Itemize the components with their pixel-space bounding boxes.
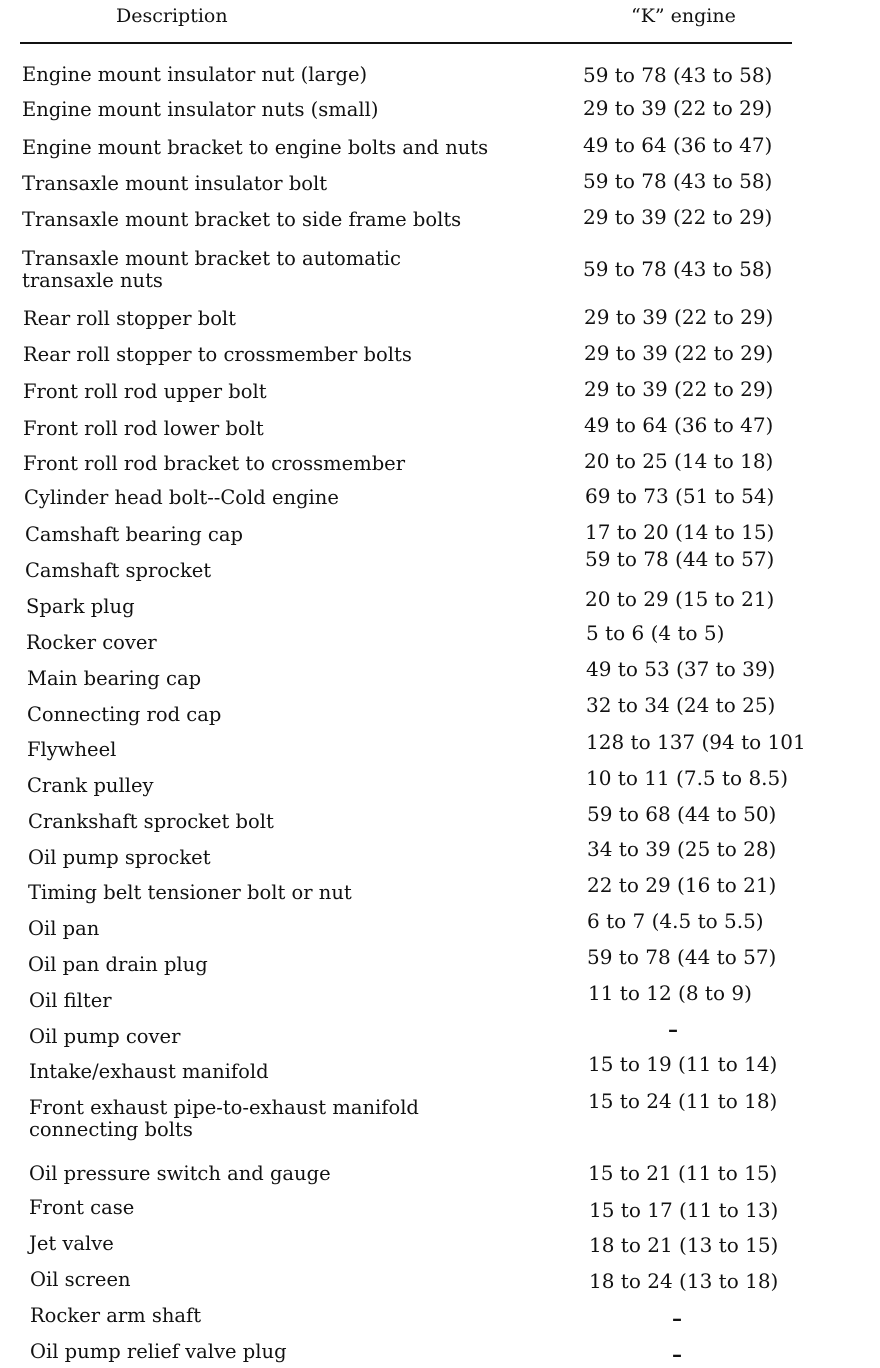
row-torque-value: 128 to 137 (94 to 101 xyxy=(586,730,806,754)
row-description: Transaxle mount bracket to automatic transaxle nuts xyxy=(22,247,401,292)
row-torque-value: 20 to 29 (15 to 21) xyxy=(585,587,775,611)
row-torque-value: 18 to 21 (13 to 15) xyxy=(589,1233,779,1257)
row-torque-value: 69 to 73 (51 to 54) xyxy=(585,484,775,508)
row-torque-value: – xyxy=(672,1306,682,1330)
row-torque-value: 17 to 20 (14 to 15) xyxy=(585,520,775,544)
row-torque-value: 29 to 39 (22 to 29) xyxy=(583,205,773,229)
row-torque-value: 32 to 34 (24 to 25) xyxy=(586,693,776,717)
row-torque-value: 29 to 39 (22 to 29) xyxy=(584,341,774,365)
row-torque-value: 49 to 64 (36 to 47) xyxy=(583,133,773,157)
row-description: Rocker cover xyxy=(26,631,157,654)
row-torque-value: – xyxy=(672,1342,682,1366)
row-description: Oil pressure switch and gauge xyxy=(29,1162,331,1185)
row-description: Camshaft bearing cap xyxy=(25,523,243,546)
row-description: Rear roll stopper to crossmember bolts xyxy=(23,343,412,366)
row-torque-value: 34 to 39 (25 to 28) xyxy=(587,837,777,861)
row-description: Transaxle mount bracket to side frame bolts xyxy=(22,208,462,231)
row-description: Front roll rod upper bolt xyxy=(23,380,267,403)
row-torque-value: 59 to 68 (44 to 50) xyxy=(587,802,777,826)
row-torque-value: 49 to 53 (37 to 39) xyxy=(586,657,776,681)
row-description: Rocker arm shaft xyxy=(30,1304,202,1327)
row-torque-value: 49 to 64 (36 to 47) xyxy=(584,413,774,437)
row-description: Oil pump relief valve plug xyxy=(30,1340,287,1363)
row-torque-value: 15 to 17 (11 to 13) xyxy=(589,1198,779,1222)
row-description: Front exhaust pipe-to-exhaust manifold connecting bolts xyxy=(29,1096,419,1141)
row-torque-value: 5 to 6 (4 to 5) xyxy=(586,621,725,645)
row-torque-value: 11 to 12 (8 to 9) xyxy=(588,981,752,1005)
row-description: Oil pump cover xyxy=(29,1025,181,1048)
row-description: Crank pulley xyxy=(27,774,154,797)
row-description: Spark plug xyxy=(26,595,135,618)
row-description: Transaxle mount insulator bolt xyxy=(22,172,328,195)
row-torque-value: 18 to 24 (13 to 18) xyxy=(589,1269,779,1293)
row-torque-value: 22 to 29 (16 to 21) xyxy=(587,873,777,897)
description-column-header: Description xyxy=(116,5,228,27)
row-description: Intake/exhaust manifold xyxy=(29,1060,269,1083)
row-torque-value: 29 to 39 (22 to 29) xyxy=(583,96,773,120)
row-description: Main bearing cap xyxy=(27,667,202,690)
row-torque-value: 59 to 78 (43 to 58) xyxy=(583,169,773,193)
row-description: Flywheel xyxy=(27,738,117,761)
row-description: Engine mount bracket to engine bolts and nuts xyxy=(22,136,489,159)
row-description: Oil filter xyxy=(29,989,112,1012)
row-torque-value: 59 to 78 (44 to 57) xyxy=(587,945,777,969)
row-torque-value: 29 to 39 (22 to 29) xyxy=(584,305,774,329)
row-description: Crankshaft sprocket bolt xyxy=(28,810,274,833)
header-rule xyxy=(20,42,792,44)
row-torque-value: – xyxy=(668,1017,678,1041)
row-torque-value: 6 to 7 (4.5 to 5.5) xyxy=(587,909,764,933)
row-torque-value: 10 to 11 (7.5 to 8.5) xyxy=(586,766,789,790)
row-description: Oil pump sprocket xyxy=(28,846,211,869)
row-torque-value: 59 to 78 (44 to 57) xyxy=(585,547,775,571)
row-torque-value: 20 to 25 (14 to 18) xyxy=(584,449,774,473)
row-torque-value: 15 to 24 (11 to 18) xyxy=(588,1089,778,1113)
row-description: Front roll rod bracket to crossmember xyxy=(23,452,406,475)
row-description: Engine mount insulator nuts (small) xyxy=(22,98,379,121)
row-description: Oil pan xyxy=(28,917,100,940)
k-engine-column-header: “K” engine xyxy=(631,5,736,27)
row-description: Cylinder head bolt--Cold engine xyxy=(24,486,339,509)
row-description: Front case xyxy=(29,1196,135,1219)
row-torque-value: 59 to 78 (43 to 58) xyxy=(583,63,773,87)
row-torque-value: 29 to 39 (22 to 29) xyxy=(584,377,774,401)
row-torque-value: 15 to 19 (11 to 14) xyxy=(588,1052,778,1076)
row-description: Connecting rod cap xyxy=(27,703,222,726)
row-description: Rear roll stopper bolt xyxy=(23,307,237,330)
row-description: Camshaft sprocket xyxy=(25,559,212,582)
row-description: Engine mount insulator nut (large) xyxy=(22,63,368,86)
row-description: Oil screen xyxy=(30,1268,131,1291)
row-description: Oil pan drain plug xyxy=(28,953,208,976)
row-description: Jet valve xyxy=(29,1232,114,1255)
row-torque-value: 15 to 21 (11 to 15) xyxy=(588,1161,778,1185)
row-description: Timing belt tensioner bolt or nut xyxy=(28,881,352,904)
row-description: Front roll rod lower bolt xyxy=(23,417,264,440)
row-torque-value: 59 to 78 (43 to 58) xyxy=(583,257,773,281)
